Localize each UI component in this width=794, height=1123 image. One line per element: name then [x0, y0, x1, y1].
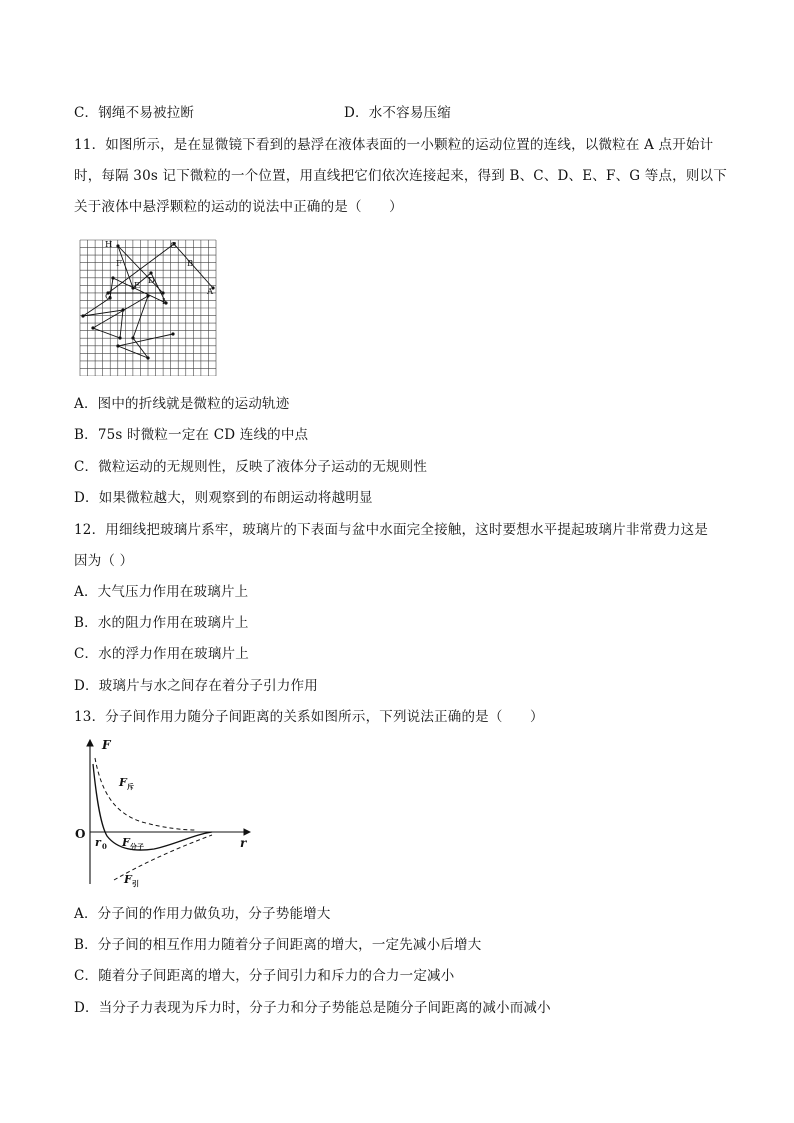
q10-option-c: C．钢绳不易被拉断 [74, 105, 195, 121]
q12-option-a: A．大气压力作用在玻璃片上 [74, 584, 249, 600]
q12-option-c: C．水的浮力作用在玻璃片上 [74, 646, 249, 662]
repulsive-label: F [119, 776, 127, 789]
q13-option-b: B．分子间的相互作用力随着分子间距离的增大，一定先减小后增大 [74, 937, 482, 953]
q13-stem: 13．分子间作用力随分子间距离的关系如图所示，下列说法正确的是（ ） [74, 709, 544, 725]
q11-option-a: A．图中的折线就是微粒的运动轨迹 [74, 396, 290, 412]
label-d: D [148, 276, 155, 286]
label-g: G [105, 292, 112, 302]
brownian-motion-figure [78, 238, 218, 376]
net-force-subscript: 分子 [130, 842, 144, 851]
repulsive-force-curve [95, 758, 197, 830]
label-a: A [207, 287, 214, 297]
q10-option-d: D．水不容易压缩 [344, 105, 451, 121]
q12-stem-line-2: 因为（ ） [74, 553, 134, 569]
x-axis-label: r [240, 836, 247, 850]
q11-option-d: D．如果微粒越大，则观察到的布朗运动将越明显 [74, 490, 373, 506]
net-force-curve [93, 764, 212, 850]
attractive-label: F [124, 873, 132, 886]
label-i: I [162, 297, 166, 307]
q12-stem-line-1: 12．用细线把玻璃片系牢，玻璃片的下表面与盆中水面完全接触，这时要想水平提起玻璃片非常费力这是 [74, 522, 709, 538]
r0-label: r [95, 836, 101, 849]
label-f: F [116, 259, 122, 269]
q12-option-d: D．玻璃片与水之间存在着分子引力作用 [74, 678, 318, 694]
r0-subscript: 0 [102, 842, 107, 851]
attractive-subscript: 引 [132, 879, 139, 888]
q11-option-b: B．75s 时微粒一定在 CD 连线的中点 [74, 427, 309, 443]
q13-option-a: A．分子间的作用力做负功，分子势能增大 [74, 906, 331, 922]
q13-option-c: C．随着分子间距离的增大，分子间引力和斥力的合力一定减小 [74, 968, 455, 984]
molecular-force-graph [72, 734, 257, 892]
q11-stem-line-1: 11．如图所示，是在显微镜下看到的悬浮在液体表面的一小颗粒的运动位置的连线，以微粒在 A 点开始计 [74, 137, 714, 153]
q13-option-d: D．当分子力表现为斥力时，分子力和分子势能总是随分子间距离的减小而减小 [74, 1000, 551, 1016]
net-force-label: F [122, 836, 130, 849]
label-e: E [134, 281, 141, 291]
label-c: C [170, 241, 177, 251]
q12-option-b: B．水的阻力作用在玻璃片上 [74, 615, 249, 631]
label-h: H [105, 240, 113, 250]
label-b: B [187, 259, 194, 269]
q11-stem-line-2: 时，每隔 30s 记下微粒的一个位置，用直线把它们依次连接起来，得到 B、C、D、E、F、G 等点，则以下 [74, 168, 727, 184]
y-axis-label: F [102, 738, 111, 752]
q11-stem-line-3: 关于液体中悬浮颗粒的运动的说法中正确的是（ ） [74, 199, 403, 215]
origin-label: O [75, 827, 86, 841]
repulsive-subscript: 斥 [127, 782, 134, 791]
q11-option-c: C．微粒运动的无规则性，反映了液体分子运动的无规则性 [74, 459, 428, 475]
